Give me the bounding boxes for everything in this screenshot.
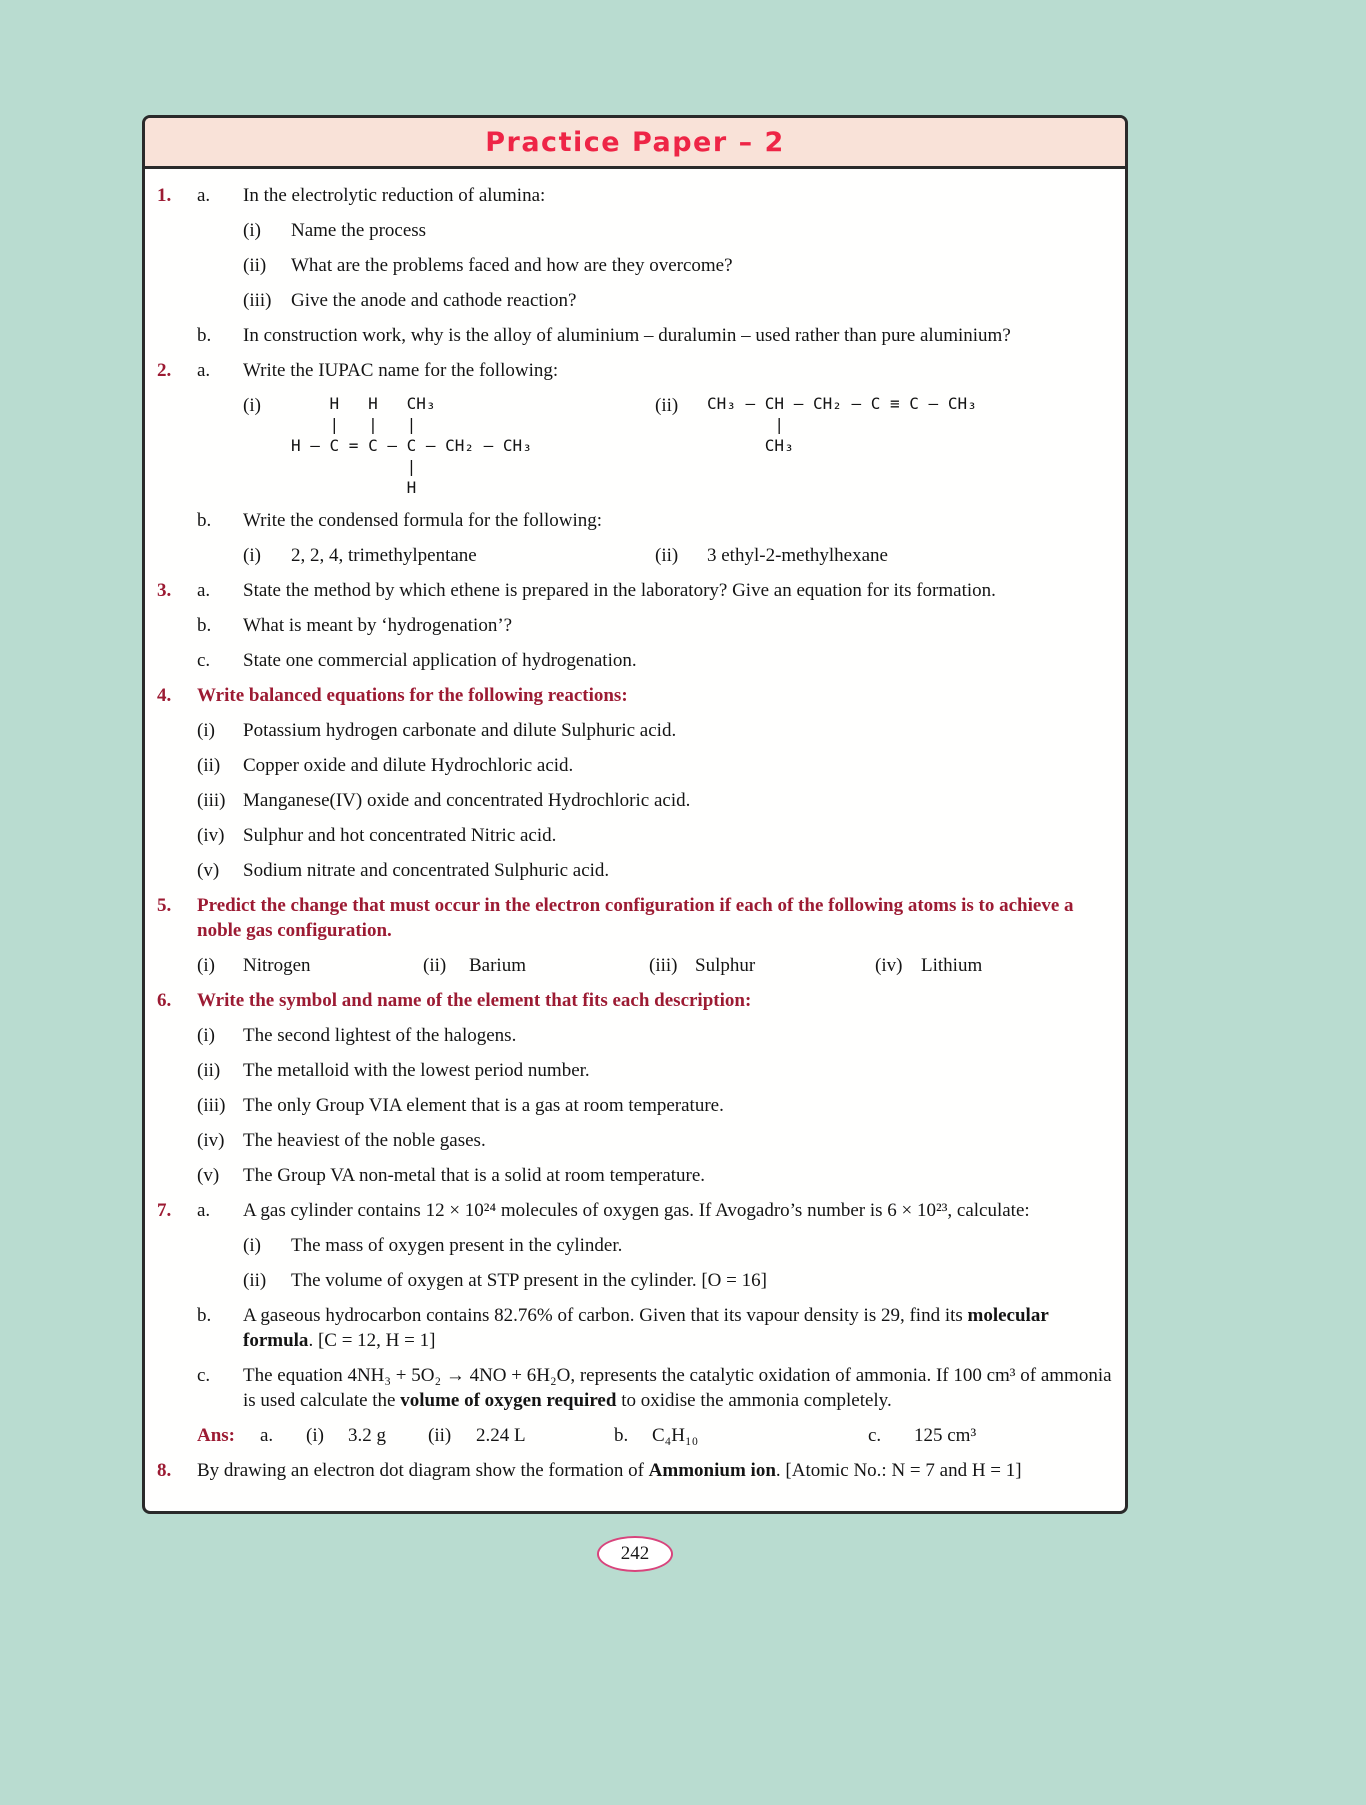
q6-item-iii (157, 1093, 1113, 1118)
structural-formula-line: H (291, 478, 417, 497)
q7-part-c-row (157, 1363, 1113, 1413)
part-text-post: to oxidise the ammonia completely. (616, 1390, 892, 1411)
item-label: (iv) (197, 1130, 225, 1151)
part-text (243, 1363, 1113, 1413)
item-text: Potassium hydrogen carbonate and dilute Sulphuric acid. (243, 720, 677, 741)
item-label: (ii) (197, 1060, 221, 1081)
item-label: (iv) (875, 955, 903, 976)
part-label: b. (197, 325, 212, 346)
item-label: (i) (243, 220, 261, 241)
item-text: Sulphur and hot concentrated Nitric acid. (243, 825, 557, 846)
answers-label: Ans: (197, 1425, 236, 1446)
structural-formula-line: CH₃ (707, 436, 794, 455)
item-text: Give the anode and cathode reaction? (291, 290, 577, 311)
item-label: (ii) (655, 545, 679, 566)
item-text: Lithium (921, 955, 983, 976)
q7-answers-row (157, 1423, 1113, 1448)
paper-header-bar (145, 118, 1125, 169)
item-text: Nitrogen (243, 955, 311, 976)
item-label: (v) (197, 860, 220, 881)
q4-item-ii (157, 753, 1113, 778)
page-footer (142, 1536, 1128, 1572)
answer-c-label: c. (868, 1425, 882, 1446)
question-number: 5. (157, 895, 172, 916)
item-label: (i) (243, 1235, 261, 1256)
item-text: The Group VA non-metal that is a solid at room temperature. (243, 1165, 706, 1186)
question-text-pre: By drawing an electron dot diagram show the formation of (197, 1460, 649, 1481)
part-text-bold: volume of oxygen required (400, 1390, 617, 1411)
question-text-bold: Ammonium ion (648, 1460, 776, 1481)
part-label: a. (197, 580, 211, 601)
part-label: c. (197, 1365, 211, 1386)
answer-c-value: 125 cm³ (914, 1425, 977, 1446)
option-sulphur (649, 953, 875, 978)
answer-i-label: (i) (306, 1425, 324, 1446)
page-number-badge: 242 (597, 1536, 674, 1572)
answer-ii-label: (ii) (428, 1425, 452, 1446)
q6-item-iv (157, 1128, 1113, 1153)
item-label: (i) (197, 720, 215, 741)
item-text: The volume of oxygen at STP present in the cylinder. [O = 16] (291, 1270, 767, 1291)
part-text: In the electrolytic reduction of alumina: (243, 185, 546, 206)
item-label: (i) (197, 1025, 215, 1046)
part-label: a. (197, 1200, 211, 1221)
item-label: (i) (197, 955, 215, 976)
item-text: Barium (469, 955, 526, 976)
item-text: The only Group VIA element that is a gas at room temperature. (243, 1095, 724, 1116)
part-label: a. (197, 185, 211, 206)
q6-item-v (157, 1163, 1113, 1188)
item-text: Copper oxide and dilute Hydrochloric acid. (243, 755, 574, 776)
question-text (197, 1458, 1113, 1483)
part-text: A gas cylinder contains 12 × 10²⁴ molecules of oxygen gas. If Avogadro’s number is 6 × 10²³, calculate: (243, 1200, 1030, 1221)
question-number: 8. (157, 1460, 172, 1481)
part-text: Write the condensed formula for the following: (243, 510, 603, 531)
q7-a-item-i (157, 1233, 1113, 1258)
item-text: Name the process (291, 220, 427, 241)
item-label: (ii) (197, 755, 221, 776)
q4-item-i (157, 718, 1113, 743)
paper-body (145, 169, 1125, 1511)
item-text: The heaviest of the noble gases. (243, 1130, 486, 1151)
q1-a-item-iii (157, 288, 1113, 313)
structural-formula-line: | (707, 415, 785, 434)
item-label: (v) (197, 1165, 220, 1186)
part-label: b. (197, 510, 212, 531)
q4-item-iv (157, 823, 1113, 848)
question-heading: Predict the change that must occur in the electron configuration if each of the following atoms is to achieve a noble gas configuration. (197, 895, 1074, 941)
structural-formula-1 (291, 393, 655, 498)
part-text: State one commercial application of hydrogenation. (243, 650, 637, 671)
question-heading: Write balanced equations for the following reactions: (197, 685, 628, 706)
option-lithium (875, 953, 1113, 978)
q6-item-ii (157, 1058, 1113, 1083)
answer-i-value: 3.2 g (348, 1425, 386, 1446)
answer-a-label: a. (260, 1425, 274, 1446)
q3-part-a-row (157, 578, 1113, 603)
q1-a-item-i (157, 218, 1113, 243)
question-number: 6. (157, 990, 172, 1011)
part-label: b. (197, 615, 212, 636)
item-label: (iii) (649, 955, 678, 976)
answer-b-label: b. (614, 1425, 629, 1446)
structural-formula-line: H — C = C — C — CH₂ — CH₃ (291, 436, 532, 455)
item-text: The second lightest of the halogens. (243, 1025, 517, 1046)
part-text-pre: A gaseous hydrocarbon contains 82.76% of carbon. Given that its vapour density is 29, find its (243, 1305, 968, 1326)
structural-formula-line: CH₃ — CH — CH₂ — C ≡ C — CH₃ (707, 394, 977, 413)
part-text: Write the IUPAC name for the following: (243, 360, 559, 381)
question-number: 7. (157, 1200, 172, 1221)
part-text (243, 1303, 1113, 1353)
paper-title: Practice Paper – 2 (485, 127, 785, 158)
q4-item-v (157, 858, 1113, 883)
question-number: 3. (157, 580, 172, 601)
q3-part-c-row (157, 648, 1113, 673)
question-number: 4. (157, 685, 172, 706)
q2-b-items-row (157, 543, 1113, 568)
part-text: In construction work, why is the alloy of aluminium – duralumin – used rather than pure aluminium? (243, 325, 1011, 346)
q1-part-b-row (157, 323, 1113, 348)
q2-structural-formulas-row (157, 393, 1113, 498)
item-label: (iii) (197, 1095, 226, 1116)
item-label: (ii) (423, 955, 447, 976)
q7-part-b-row (157, 1303, 1113, 1353)
question-heading: Write the symbol and name of the element that fits each description: (197, 990, 752, 1011)
question-number: 2. (157, 360, 172, 381)
structural-formula-2 (707, 393, 1113, 456)
structural-formula-line: | (291, 457, 417, 476)
q7-a-item-ii (157, 1268, 1113, 1293)
q4-heading-row (157, 683, 1113, 708)
option-nitrogen (197, 953, 423, 978)
item-label: (ii) (243, 255, 267, 276)
q5-options-row (157, 953, 1113, 978)
question-number: 1. (157, 185, 172, 206)
q5-heading-row (157, 893, 1113, 943)
item-label: (i) (243, 395, 261, 416)
item-label: (ii) (655, 395, 679, 416)
question-text-post: . [Atomic No.: N = 7 and H = 1] (775, 1460, 1022, 1481)
practice-paper-sheet (142, 115, 1128, 1514)
item-label: (iii) (243, 290, 272, 311)
structural-formula-line: H H CH₃ (291, 394, 436, 413)
q8-row (157, 1458, 1113, 1483)
q2-part-b-row (157, 508, 1113, 533)
item-text: Sodium nitrate and concentrated Sulphuric acid. (243, 860, 610, 881)
structural-formula-line: | | | (291, 415, 417, 434)
item-text: The mass of oxygen present in the cylinder. (291, 1235, 623, 1256)
q1-a-item-ii (157, 253, 1113, 278)
q1-part-a-row (157, 183, 1113, 208)
option-barium (423, 953, 649, 978)
page-background (0, 115, 1366, 1805)
item-text: The metalloid with the lowest period number. (243, 1060, 590, 1081)
part-label: a. (197, 360, 211, 381)
item-label: (i) (243, 545, 261, 566)
part-text: What is meant by ‘hydrogenation’? (243, 615, 513, 636)
part-label: c. (197, 650, 211, 671)
q6-item-i (157, 1023, 1113, 1048)
part-text: State the method by which ethene is prepared in the laboratory? Give an equation for its formation. (243, 580, 996, 601)
q6-heading-row (157, 988, 1113, 1013)
q4-item-iii (157, 788, 1113, 813)
item-text: What are the problems faced and how are they overcome? (291, 255, 733, 276)
item-label: (iii) (197, 790, 226, 811)
part-text-bold: molecular formula (243, 1305, 1049, 1351)
q7-part-a-row (157, 1198, 1113, 1223)
answer-ii-value: 2.24 L (476, 1425, 526, 1446)
part-label: b. (197, 1305, 212, 1326)
q3-part-b-row (157, 613, 1113, 638)
item-label: (iv) (197, 825, 225, 846)
item-text: Sulphur (695, 955, 756, 976)
item-label: (ii) (243, 1270, 267, 1291)
q2-part-a-row (157, 358, 1113, 383)
part-text-post: . [C = 12, H = 1] (308, 1330, 436, 1351)
part-text-pre: The equation 4NH₃ + 5O₂ → 4NO + 6H₂O, represents the catalytic oxidation of ammonia. If 100 cm³ of ammonia is used calculate the (243, 1365, 1112, 1411)
answer-b-value: C₄H₁₀ (652, 1425, 699, 1446)
item-text: 2, 2, 4, trimethylpentane (291, 545, 477, 566)
item-text: 3 ethyl-2-methylhexane (707, 545, 888, 566)
item-text: Manganese(IV) oxide and concentrated Hydrochloric acid. (243, 790, 691, 811)
